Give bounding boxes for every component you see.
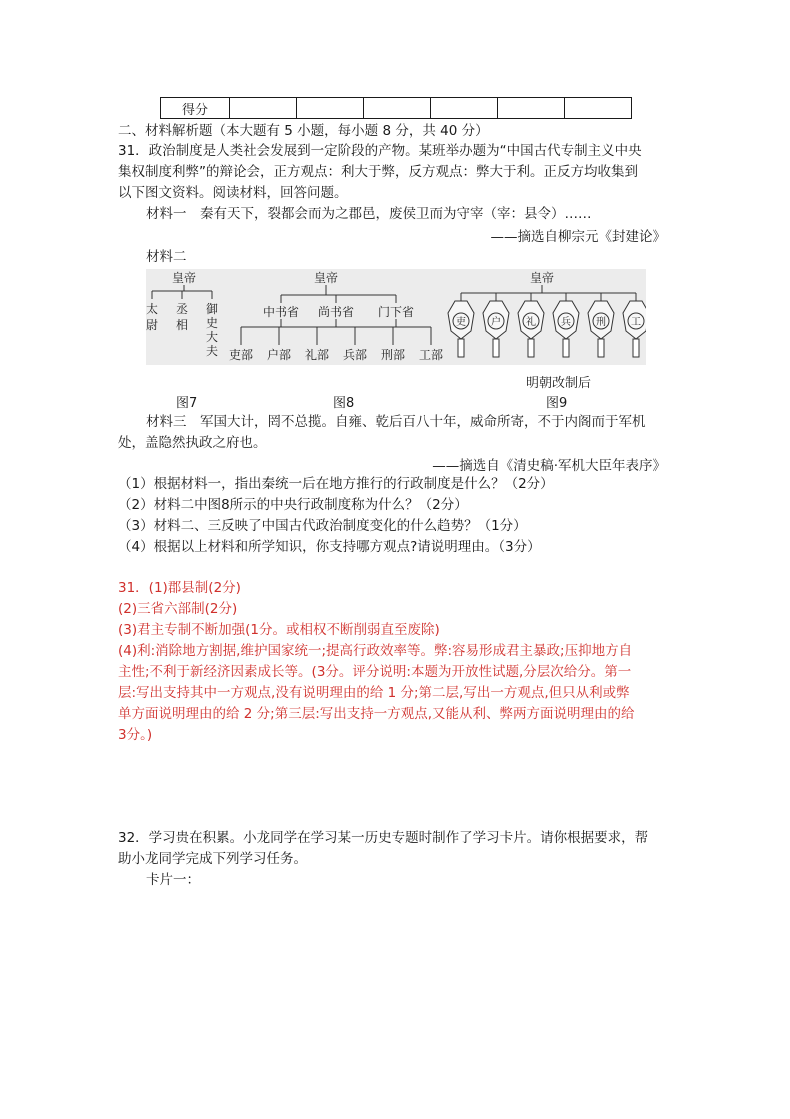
fig7-branch: 史 [205,316,219,330]
fig9-lantern [623,301,646,357]
q32-stem-line: 助小龙同学完成下列学习任务。 [118,851,307,867]
fig8-emperor: 皇帝 [313,271,339,285]
fig7-branch: 相 [175,318,189,332]
fig8-ministry: 工部 [418,348,444,362]
fig7-branch: 尉 [146,318,159,332]
q31-stem-line: 集权制度利弊”的辩论会，正方观点：利大于弊，反方观点：弊大于利。正反方均收集到 [118,164,638,180]
fig8-ministry: 礼部 [304,348,330,362]
fig7-branch: 御 [205,302,219,316]
score-cell[interactable] [498,98,565,119]
fig8-ministry: 兵部 [342,348,368,362]
answer-line: 主性;不利于新经济因素成长等。(3分。评分说明:本题为开放性试题,分层次给分。第一 [118,664,632,680]
fig9-lantern-label: 刑 [596,317,606,328]
answer-line: (2)三省六部制(2分) [118,601,238,617]
fig9-lantern [553,301,579,357]
fig7-branch: 夫 [205,344,219,358]
fig9-lantern-label: 兵 [561,317,571,328]
fig9-lantern [518,301,544,357]
fig9-lantern-label: 礼 [526,317,536,328]
score-cell[interactable] [565,98,632,119]
fig9-lantern-label: 吏 [456,317,466,328]
card-label: 卡片一： [146,872,200,888]
material1-text: 材料一 秦有天下，裂都会而为之郡邑，废侯卫而为守宰（宰：县令）…… [146,206,592,222]
question-item: （1）根据材料一，指出秦统一后在地方推行的行政制度是什么？（2分） [118,476,554,492]
score-table [160,97,632,119]
question-item: （2）材料二中图8所示的中央行政制度称为什么？（2分） [118,497,468,513]
score-label: 得分 [161,98,230,119]
fig8-ministry: 吏部 [228,348,254,362]
fig9-lantern-label: 工 [631,317,641,328]
fig8-ministry: 刑部 [380,348,406,362]
material3-line: 材料三 军国大计，罔不总揽。自雍、乾后百八十年，威命所寄，不于内阁而于军机 [146,414,646,430]
material1-source: ——摘选自柳宗元《封建论》 [490,229,666,245]
fig9-caption: 明朝改制后 [526,376,592,391]
section-header: 二、材料解析题（本大题有 5 小题，每小题 8 分，共 40 分） [118,123,489,139]
fig9-lantern [588,301,614,357]
fig7-branch: 大 [205,330,219,344]
question-item: （4）根据以上材料和所学知识，你支持哪方观点?请说明理由。（3分） [118,539,541,555]
score-cell[interactable] [297,98,364,119]
material2-label: 材料二 [146,249,187,265]
answer-line: 3分。) [118,727,153,743]
political-structure-figures [146,269,646,365]
score-cell[interactable] [230,98,297,119]
question-item: （3）材料二、三反映了中国古代政治制度变化的什么趋势？（1分） [118,518,527,534]
fig9-label: 图9 [546,396,568,411]
score-cell[interactable] [364,98,431,119]
fig7-branch: 太 [146,302,159,316]
material3-source: ——摘选自《清史稿·军机大臣年表序》 [432,458,666,474]
fig9-lantern [448,301,474,357]
answer-line: 层:写出支持其中一方观点,没有说明理由的给 1 分;第二层,写出一方观点,但只从利或弊 [118,685,630,701]
q32-stem-line: 32．学习贵在积累。小龙同学在学习某一历史专题时制作了学习卡片。请你根据要求，帮 [118,830,649,846]
fig7-branch: 丞 [175,302,189,316]
fig8-department-of-state: 尚书省 [317,305,355,319]
fig9-emperor: 皇帝 [529,271,555,285]
material3-line: 处，盖隐然执政之府也。 [118,435,267,451]
q31-stem-line: 以下图文资料。阅读材料，回答问题。 [118,185,348,201]
fig8-secretariat: 中书省 [262,305,300,319]
fig7-label: 图7 [176,396,198,411]
score-cell[interactable] [431,98,498,119]
answer-line: (4)利:消除地方割据,维护国家统一;提高行政效率等。弊:容易形成君主暴政;压抑地方自 [118,643,633,659]
figure-panel [146,269,646,365]
answer-line: (3)君主专制不断加强(1分。或相权不断削弱直至废除) [118,622,440,638]
q31-stem-line: 31．政治制度是人类社会发展到一定阶段的产物。某班举办题为“中国古代专制主义中央 [118,143,642,159]
answer-line: 31．(1)郡县制(2分) [118,580,241,596]
fig9-lantern-label: 户 [491,317,501,328]
fig7-emperor: 皇帝 [171,271,197,285]
fig9-lantern [483,301,509,357]
fig8-chancellery: 门下省 [377,305,415,319]
fig8-label: 图8 [333,396,355,411]
answer-line: 单方面说明理由的给 2 分;第三层:写出支持一方观点,又能从利、弊两方面说明理由的给 [118,706,635,722]
fig8-ministry: 户部 [266,348,292,362]
